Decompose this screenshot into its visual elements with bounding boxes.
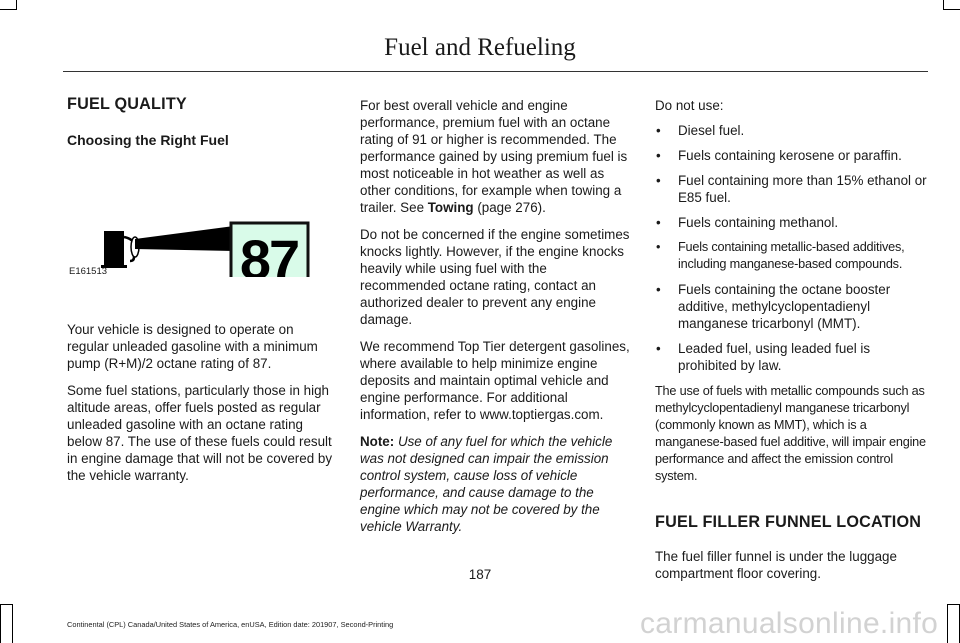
paragraph: The fuel filler funnel is under the luggage compartment floor covering. — [655, 549, 897, 581]
bullet: • — [656, 282, 661, 297]
list-item — [655, 122, 930, 139]
crop-mark — [947, 604, 948, 643]
list-item — [655, 172, 930, 206]
paragraph: The use of fuels with metallic compounds such as methylcyclopentadienyl manganese tricarbonyl (commonly known as MMT), which is a manganese-based fuel additive, will impair engine performance and affect the emission control system. — [655, 384, 926, 483]
paragraph: Do not be concerned if the engine sometimes knocks lightly. However, if the engine knocks heavily while using fuel with the recommended octane rating, contact an authorized dealer to prevent any engine damage. — [360, 227, 630, 327]
paragraph-text: For best overall vehicle and engine performance, premium fuel with an octane rating of 91 or higher is recommended. The performance gained by using premium fuel is most noticeable in hot weather as well as other conditions, for example when towing a trailer. See — [360, 98, 628, 215]
paragraph-text: (page 276). — [473, 200, 546, 215]
bullet: • — [656, 123, 661, 138]
section-heading-fuel-filler: FUEL FILLER FUNNEL LOCATION — [655, 513, 922, 531]
paragraph: We recommend Top Tier detergent gasolines, where available to help minimize engine deposits and maintain optimal vehicle and engine performance. For additional information, refer to www.toptiergas.com. — [360, 339, 630, 422]
bullet: • — [656, 173, 661, 188]
paragraph: Some fuel stations, particularly those in high altitude areas, offer fuels posted as regular unleaded gasoline with an octane rating below 87. The use of these fuels could result in engine damage that will not be covered by the vehicle warranty. — [67, 383, 333, 483]
left-column — [67, 96, 337, 484]
right-column — [655, 97, 930, 582]
bullet: • — [656, 148, 661, 163]
crop-mark — [943, 0, 944, 10]
paragraph: Your vehicle is designed to operate on regular unleaded gasoline with a minimum pump (R+M)/2 octane rating of 87. — [67, 322, 318, 371]
page-number: 187 — [468, 567, 492, 582]
list-item-text: Fuels containing the octane booster additive, methylcyclopentadienyl manganese tricarbonyl (MMT). — [678, 282, 891, 331]
list-item — [655, 147, 930, 164]
octane-number: 87 — [239, 228, 299, 277]
crop-mark — [12, 604, 13, 643]
paragraph — [360, 97, 632, 216]
towing-link[interactable]: Towing — [427, 200, 474, 215]
list-intro: Do not use: — [655, 98, 724, 113]
list-item-text: Fuels containing metallic-based additives, including manganese-based compounds. — [678, 240, 905, 271]
note-paragraph — [360, 433, 632, 535]
crop-mark — [0, 604, 12, 605]
sticker-connector — [135, 226, 234, 251]
list-item — [655, 239, 930, 273]
crop-mark — [944, 9, 960, 10]
crop-mark — [948, 604, 960, 605]
header-rule — [63, 71, 928, 72]
list-item-text: Fuels containing methanol. — [678, 215, 839, 230]
bullet: • — [656, 341, 661, 356]
octane-figure — [77, 181, 317, 277]
note-label: Note: — [360, 434, 395, 449]
list-item — [655, 340, 930, 374]
middle-column — [360, 97, 632, 535]
watermark[interactable]: carmanualsonline.info — [640, 607, 939, 640]
bullet: • — [656, 215, 661, 230]
page-title: Fuel and Refueling — [384, 34, 576, 61]
edition-footer: Continental (CPL) Canada/United States of America, enUSA, Edition date: 201907, Second-Printing — [67, 620, 394, 629]
list-item-text: Leaded fuel, using leaded fuel is prohibited by law. — [678, 341, 871, 373]
section-heading-fuel-quality: FUEL QUALITY — [67, 95, 187, 113]
do-not-use-list — [655, 122, 930, 374]
crop-mark — [16, 0, 17, 10]
subheading-choosing-fuel: Choosing the Right Fuel — [67, 132, 229, 148]
list-item-text: Fuels containing kerosene or paraffin. — [678, 148, 902, 163]
list-item — [655, 214, 930, 231]
list-item-text: Diesel fuel. — [678, 123, 745, 138]
list-item — [655, 281, 930, 332]
note-text: Use of any fuel for which the vehicle was not designed can impair the emission control system, cause loss of vehicle performance, and cause damage to the engine which may not be covered by the vehicle Warranty. — [360, 434, 613, 534]
crop-mark — [0, 604, 1, 643]
figure-code: E161513 — [69, 266, 108, 277]
bullet: • — [656, 240, 661, 254]
octane-figure-graphic — [77, 181, 317, 277]
list-item-text: Fuel containing more than 15% ethanol or E85 fuel. — [678, 173, 927, 205]
crop-mark — [0, 9, 16, 10]
